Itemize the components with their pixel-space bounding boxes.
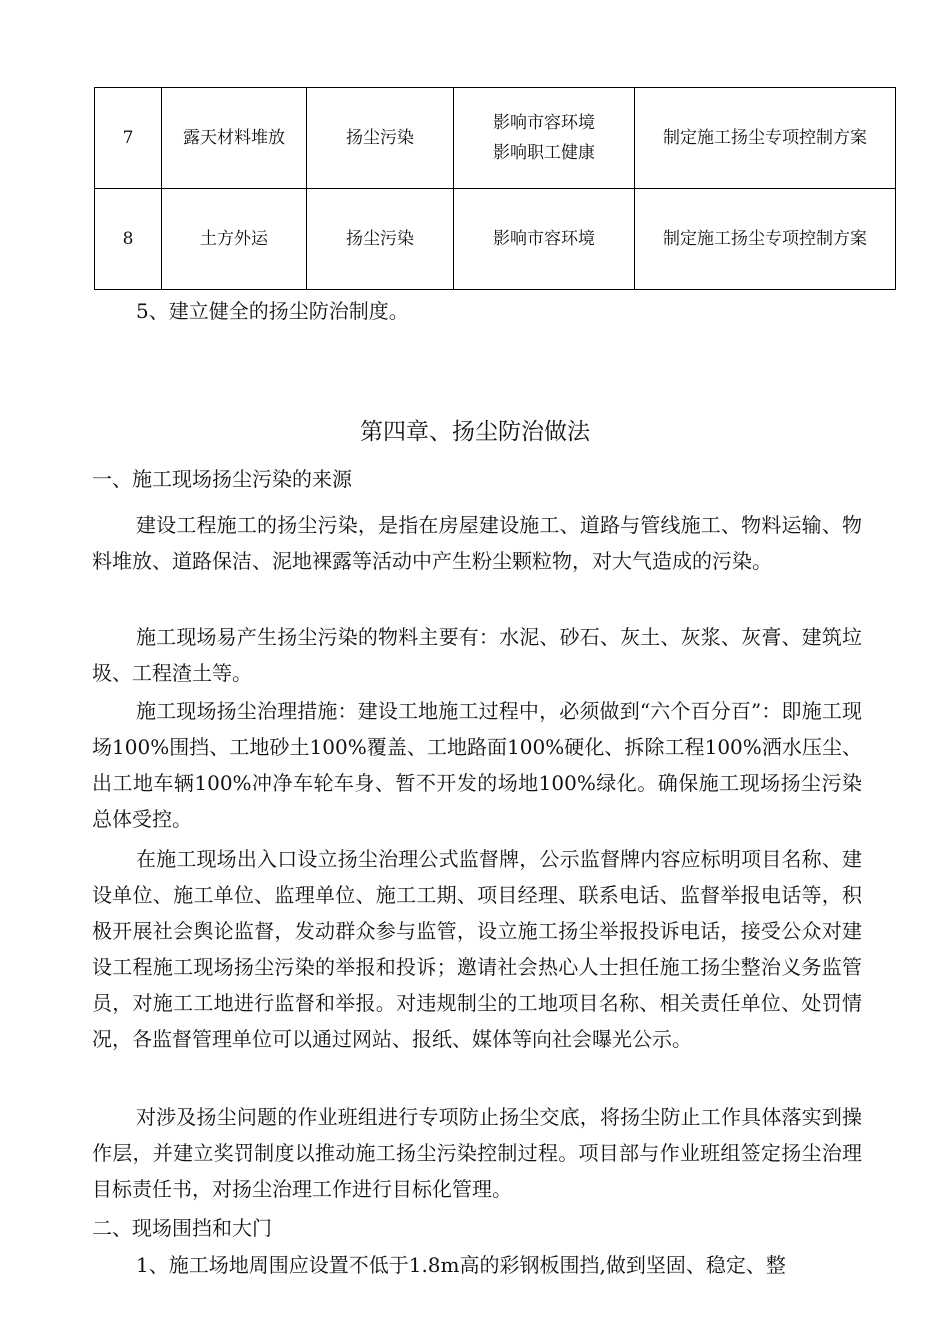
table-row [95,189,896,290]
row-number-cell: 7 [95,88,162,189]
item-5-text: 5、建立健全的扬尘防治制度。 [136,299,409,323]
section-2-heading: 二、现场围挡和大门 [92,1216,272,1240]
impact-line: 影响市容环境 [493,113,595,133]
section-1-paragraph: 施工现场易产生扬尘污染的物料主要有：水泥、砂石、灰土、灰浆、灰膏、建筑垃圾、工程渣土等。 [92,625,862,685]
section-1-paragraph: 在施工现场出入口设立扬尘治理公式监督牌，公示监督牌内容应标明项目名称、建设单位、施工单位、监理单位、施工工期、项目经理、联系电话、监督举报电话等，积极开展社会舆论监督，发动群众参与监管，设立施工扬尘举报投诉电话，接受公众对建设工程施工现场扬尘污染的举报和投诉；邀请社会热心人士担任施工扬尘整治义务监管员，对施工工地进行监督和举报。对违规制尘的工地项目名称、相关责任单位、处罚情况，各监督管理单位可以通过网站、报纸、媒体等向社会曝光公示。 [92,847,862,1051]
dust-risk-table [94,87,896,290]
chapter-title: 第四章、扬尘防治做法 [360,419,590,445]
section-1-heading: 一、施工现场扬尘污染的来源 [92,467,352,491]
section-2-item-1: 1、施工场地周围应设置不低于1.8m高的彩钢板围挡,做到坚固、稳定、整 [136,1253,786,1277]
table-row [95,88,896,189]
impact-line: 影响职工健康 [493,143,595,163]
activity-cell: 土方外运 [162,189,307,290]
impact-cell [454,189,635,290]
section-1-paragraph: 施工现场扬尘治理措施：建设工地施工过程中，必须做到“六个百分百”：即施工现场100%围挡、工地砂土100%覆盖、工地路面100%硬化、拆除工程100%洒水压尘、出工地车辆100%冲净车轮车身、暂不开发的场地100%绿化。确保施工现场扬尘污染总体受控。 [92,699,862,831]
pollution-cell: 扬尘污染 [307,189,454,290]
activity-cell: 露天材料堆放 [162,88,307,189]
measure-cell: 制定施工扬尘专项控制方案 [635,88,896,189]
measure-cell: 制定施工扬尘专项控制方案 [635,189,896,290]
pollution-cell: 扬尘污染 [307,88,454,189]
row-number-cell: 8 [95,189,162,290]
section-1-paragraph: 对涉及扬尘问题的作业班组进行专项防止扬尘交底，将扬尘防止工作具体落实到操作层，并建立奖罚制度以推动施工扬尘污染控制过程。项目部与作业班组签定扬尘治理目标责任书，对扬尘治理工作进行目标化管理。 [92,1105,862,1201]
impact-cell [454,88,635,189]
impact-line: 影响市容环境 [493,229,595,249]
section-1-paragraph: 建设工程施工的扬尘污染，是指在房屋建设施工、道路与管线施工、物料运输、物料堆放、道路保洁、泥地裸露等活动中产生粉尘颗粒物，对大气造成的污染。 [92,513,862,573]
